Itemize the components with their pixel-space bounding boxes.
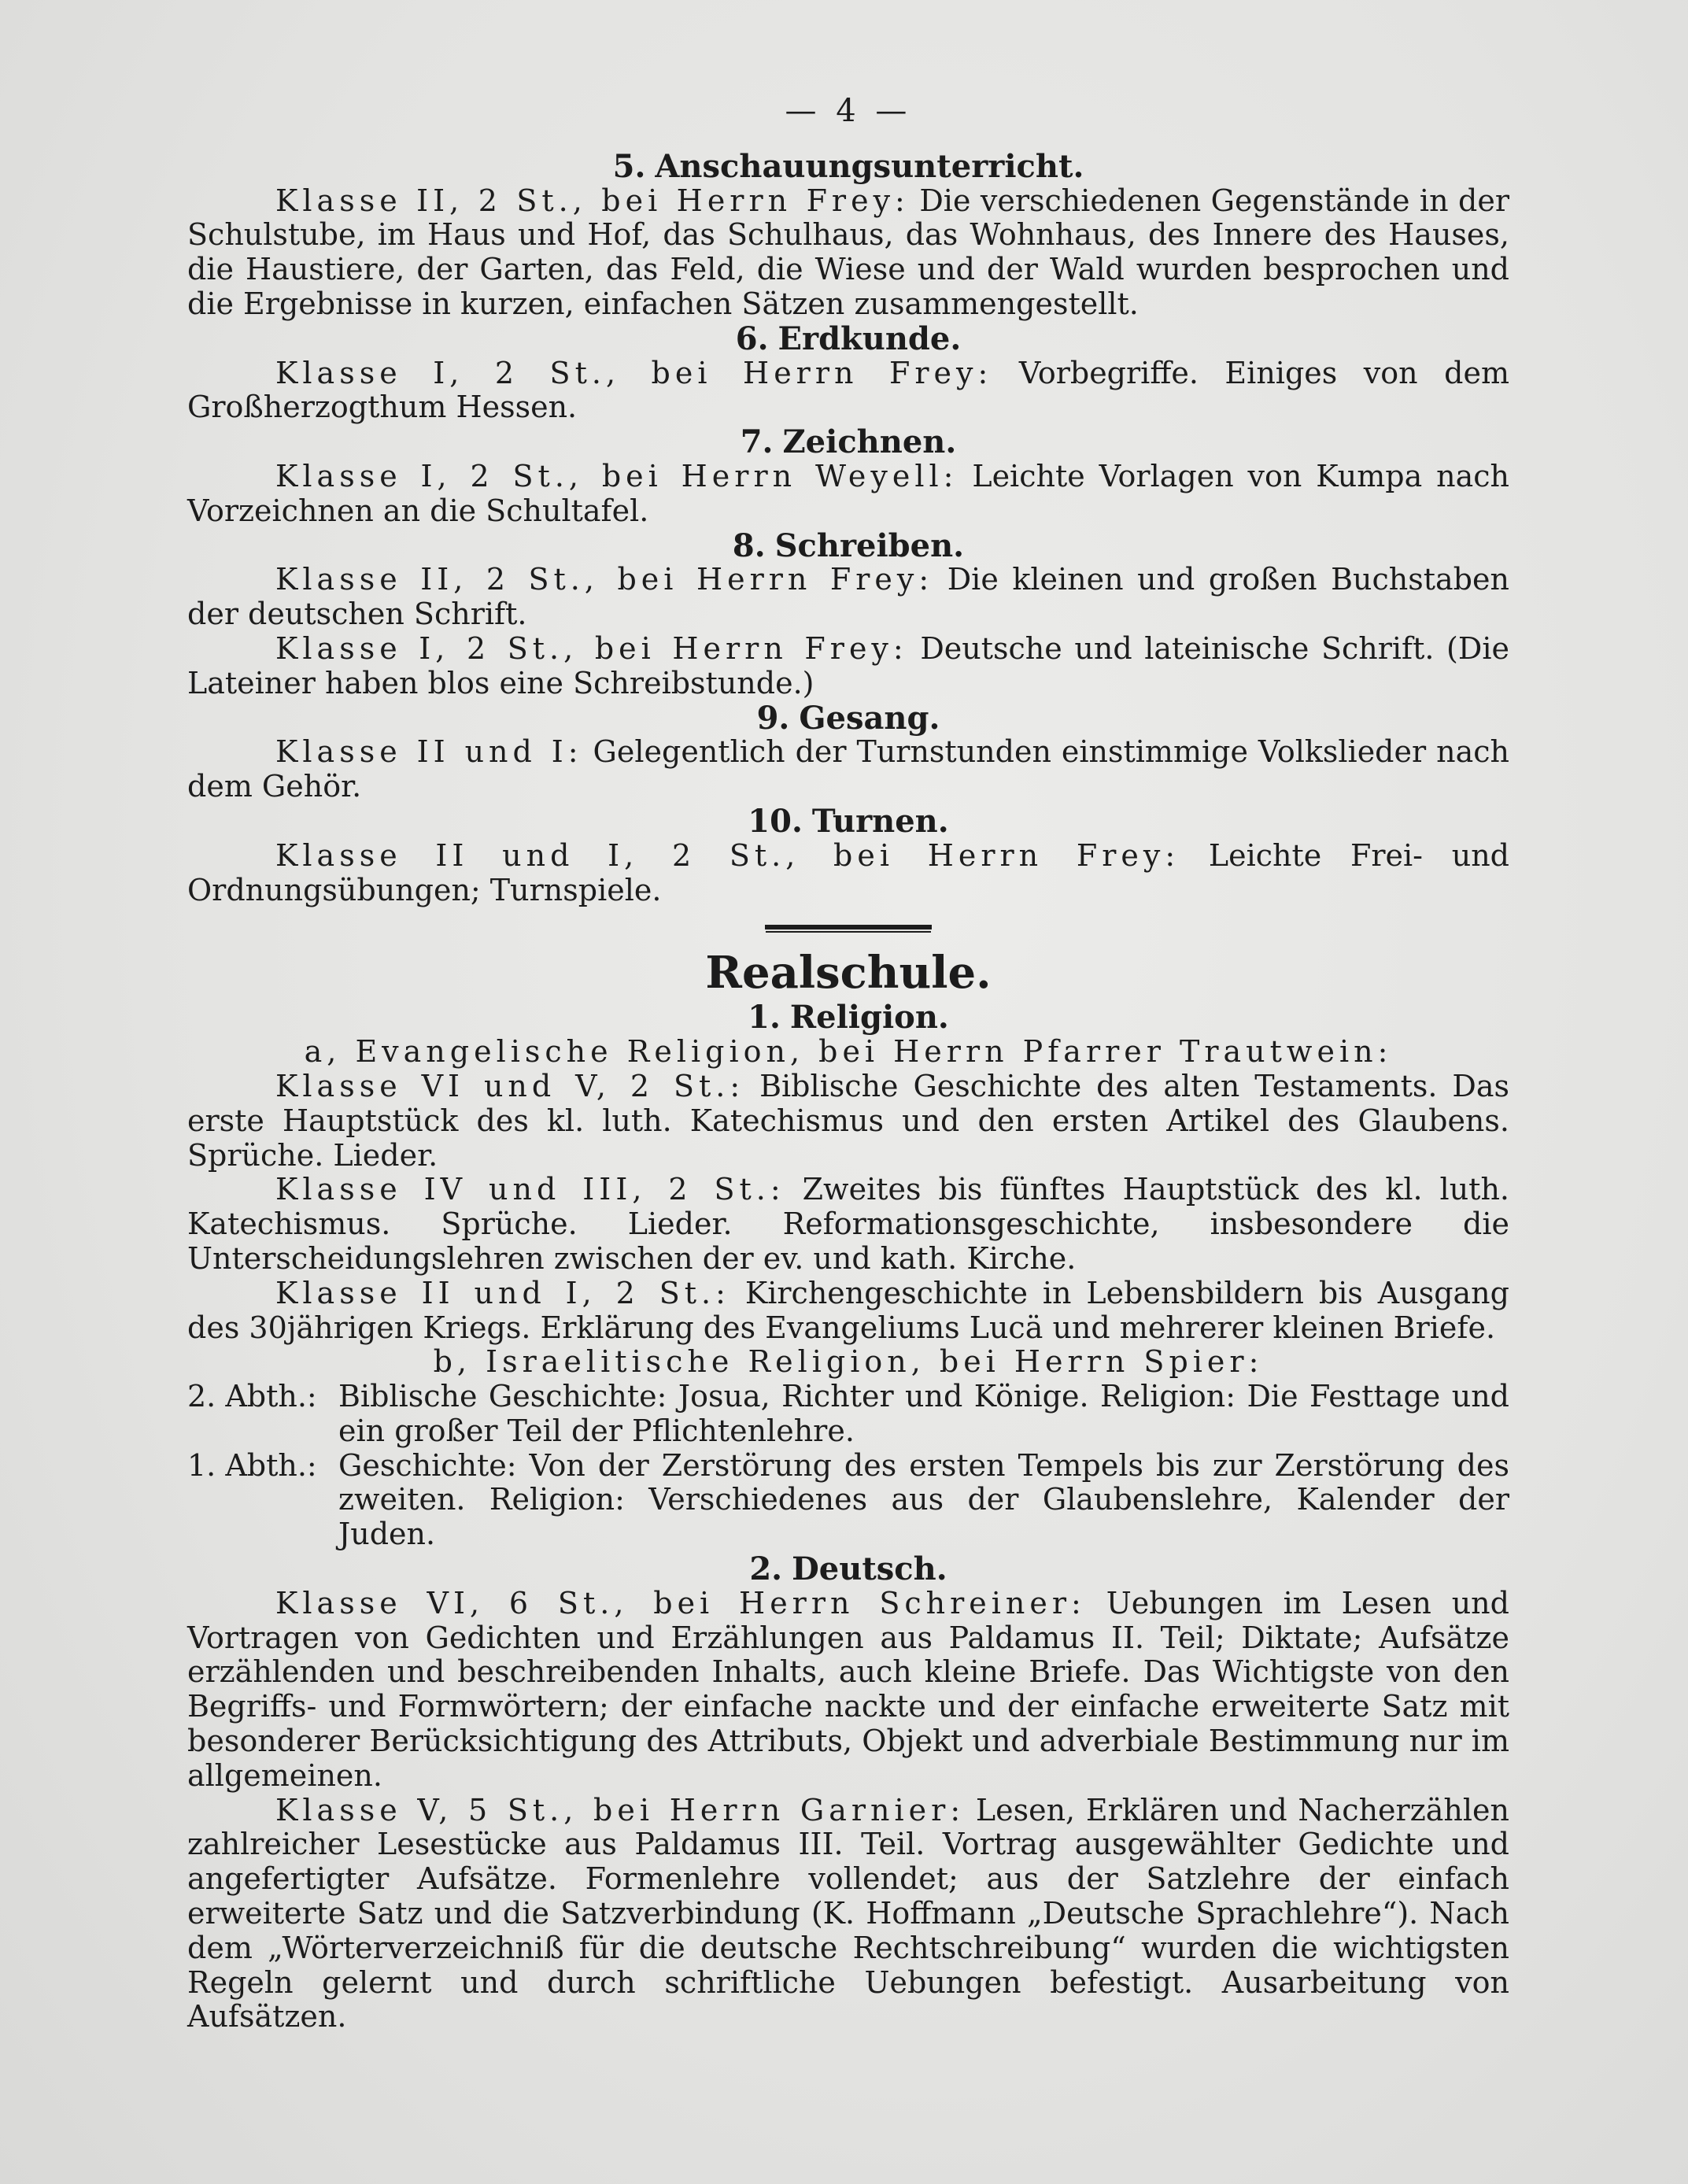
paragraph-text: Die kleinen und großen Buchstaben der deutschen Schrift. <box>187 562 1509 632</box>
paragraph <box>187 1587 1509 1794</box>
klasse-label: Klasse II und I, 2 St.: <box>275 1275 730 1310</box>
section-heading <box>187 701 1509 736</box>
text-column <box>187 94 1509 2034</box>
paragraph-text: Deutsche und lateinische Schrift. (Die Lateiner haben blos eine Schreibstunde.) <box>187 630 1509 700</box>
section-number: 5. <box>612 147 646 185</box>
paragraph <box>187 1794 1509 2035</box>
klasse-label: Klasse II und I, 2 St., bei Herrn Frey: <box>275 837 1180 873</box>
section-title: Turnen. <box>811 802 949 840</box>
klasse-label: Klasse II, 2 St., bei Herrn Frey: <box>275 183 910 218</box>
paragraph <box>187 563 1509 632</box>
klasse-label: Klasse V, 5 St., bei Herrn Garnier: <box>275 1792 966 1827</box>
paragraph-text: Gelegentlich der Turnstunden einstimmige Volkslieder nach dem Gehör. <box>187 734 1509 804</box>
section-title: Schreiben. <box>774 527 965 564</box>
paragraph <box>187 735 1509 804</box>
section-title: Deutsch. <box>792 1550 947 1588</box>
section-heading <box>187 529 1509 564</box>
subsection-heading: b, Israelitische Religion, bei Herrn Spier: <box>433 1344 1264 1380</box>
klasse-label: Klasse VI und V, 2 St.: <box>275 1068 745 1103</box>
section-heading <box>187 147 1509 185</box>
paragraph <box>187 460 1509 529</box>
paragraph-text: Biblische Geschichte des alten Testaments. Das erste Hauptstück des kl. luth. Katechismus und den ersten Artikel des Glaubens. Sprüche. Lieder. <box>187 1068 1509 1173</box>
section-number: 6. <box>735 320 769 357</box>
section-heading <box>187 804 1509 839</box>
klasse-label: Klasse II, 2 St., bei Herrn Frey: <box>275 562 934 597</box>
paragraph-text: Zweites bis fünftes Hauptstück des kl. luth. Katechismus. Sprüche. Lieder. Reformationsgeschichte, insbesondere die Unterscheidungslehren zwischen der ev. und kath. Kirche. <box>187 1172 1509 1276</box>
paragraph-text: Kirchengeschichte in Lebensbildern bis Ausgang des 30jährigen Kriegs. Erklärung des Evangeliums Lucä und mehrerer kleinen Briefe. <box>187 1275 1509 1345</box>
realschule-heading: Realschule. <box>705 947 992 1000</box>
paragraph <box>187 1070 1509 1173</box>
paragraph-text: Vorbegriffe. Einiges von dem Großherzogthum Hessen. <box>187 355 1509 425</box>
paragraph <box>187 1277 1509 1346</box>
paragraph <box>187 839 1509 908</box>
section-heading <box>187 1552 1509 1587</box>
section-heading <box>187 425 1509 460</box>
paragraph <box>187 1173 1509 1276</box>
subsection-heading: a, Evangelische Religion, bei Herrn Pfarrer Trautwein: <box>304 1034 1393 1070</box>
section-number: 2. <box>749 1550 783 1588</box>
section-divider <box>765 925 932 929</box>
section-number: 8. <box>732 527 766 564</box>
paragraph-text: Lesen, Erklären und Nacherzählen zahlreicher Lesestücke aus Paldamus III. Teil. Vortrag ausgewählter Gedichte und angefertigter Aufsätze. Formenlehre vollendet; aus der Satzlehre der einfach erweiterte Satz und die Satzverbindung (K. Hoffmann „Deutsche Sprachlehre“). Nach dem „Wörterverzeichniß für die deutsche Rechtschreibung“ wurden die wichtigsten Regeln gelernt und durch schriftliche Uebungen befestigt. Ausarbeitung von Aufsätzen. <box>187 1792 1509 2034</box>
page-number: — 4 — <box>785 93 912 129</box>
paragraph <box>187 357 1509 426</box>
abteilung-text: Biblische Geschichte: Josua, Richter und Könige. Religion: Die Festtage und ein großer Teil der Pflichtenlehre. <box>338 1379 1509 1448</box>
section-title: Religion. <box>789 999 949 1037</box>
klasse-label: Klasse VI, 6 St., bei Herrn Schreiner: <box>275 1585 1086 1620</box>
klasse-label: Klasse I, 2 St., bei Herrn Weyell: <box>275 458 959 493</box>
abteilung-entry <box>187 1449 1509 1552</box>
klasse-label: Klasse IV und III, 2 St.: <box>275 1172 785 1207</box>
abteilung-label: 2. Abth.: <box>187 1379 317 1414</box>
section-number: 10. <box>748 802 803 840</box>
section-title: Gesang. <box>799 699 940 737</box>
section-title: Zeichnen. <box>782 423 957 461</box>
section-number: 1. <box>748 999 781 1037</box>
klasse-label: Klasse I, 2 St., bei Herrn Frey: <box>275 630 908 666</box>
abteilung-entry <box>187 1380 1509 1449</box>
paragraph <box>187 184 1509 322</box>
paragraph-text: Die verschiedenen Gegenstände in der Schulstube, im Haus und Hof, das Schulhaus, das Wohnhaus, des Innere des Hauses, die Haustiere, der Garten, das Feld, die Wiese und der Wald wurden besprochen und die Ergebnisse in kurzen, einfachen Sätzen zusammengestellt. <box>187 183 1509 321</box>
abteilung-text: Geschichte: Von der Zerstörung des ersten Tempels bis zur Zerstörung des zweiten. Religion: Verschiedenes aus der Glaubenslehre, Kalender der Juden. <box>338 1447 1509 1552</box>
paragraph-text: Leichte Vorlagen von Kumpa nach Vorzeichnen an die Schultafel. <box>187 458 1509 528</box>
section-heading <box>187 322 1509 357</box>
paragraph-text: Leichte Frei- und Ordnungsübungen; Turnspiele. <box>187 837 1509 907</box>
abteilung-label: 1. Abth.: <box>187 1447 317 1483</box>
section-title: Anschauungsunterricht. <box>655 147 1084 185</box>
section-number: 9. <box>756 699 790 737</box>
klasse-label: Klasse II und I: <box>275 734 583 770</box>
paragraph <box>187 632 1509 701</box>
section-title: Erdkunde. <box>778 320 962 357</box>
klasse-label: Klasse I, 2 St., bei Herrn Frey: <box>275 355 993 390</box>
section-heading <box>187 1000 1509 1035</box>
section-number: 7. <box>740 423 774 461</box>
paragraph-text: Uebungen im Lesen und Vortragen von Gedichten und Erzählungen aus Paldamus II. Teil; Diktate; Aufsätze erzählenden und beschreibenden Inhalts, auch kleine Briefe. Das Wichtigste von den Begriffs- und Formwörtern; der einfache nackte und der einfache erweiterte Satz mit besonderer Berücksichtigung des Attributs, Objekt und adverbiale Bestimmung nur im allgemeinen. <box>187 1585 1509 1793</box>
